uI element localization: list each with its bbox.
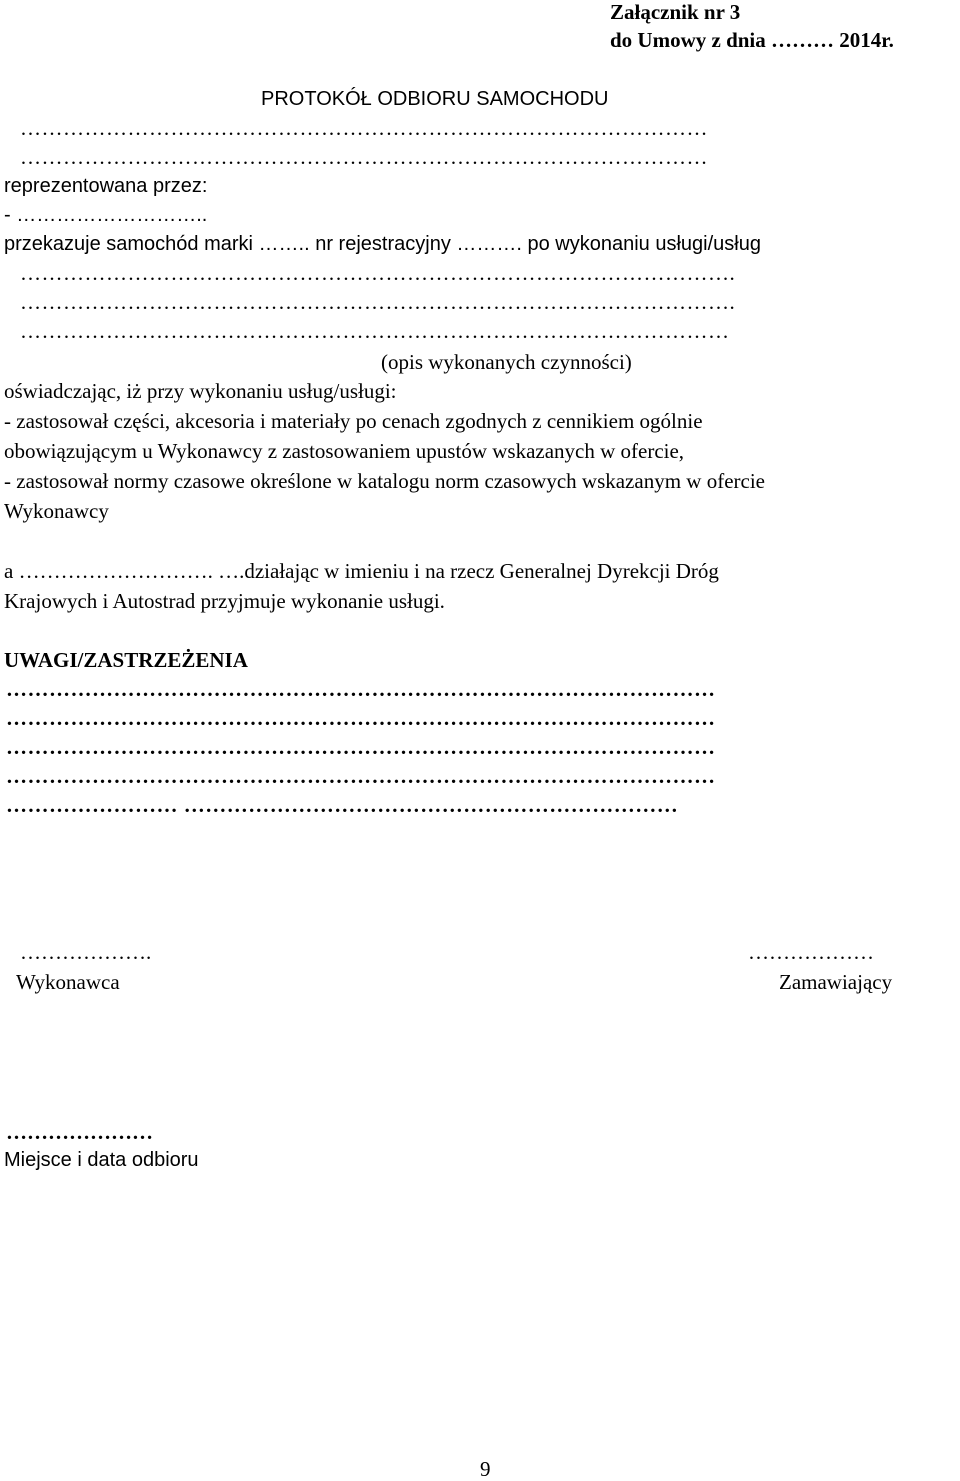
acceptance-line-2: Krajowych i Autostrad przyjmuje wykonanie usługi. <box>4 589 445 613</box>
declaration-item-2-line-2: Wykonawcy <box>4 499 109 523</box>
party-address-line: …………………………………………………………………………………… <box>20 145 708 169</box>
work-caption: (opis wykonanych czynności) <box>381 350 632 374</box>
acceptance-line-1: a ………………………. ….działając w imieniu i na rzecz Generalnej Dyrekcji Dróg <box>4 559 719 583</box>
annex-contract-date: do Umowy z dnia ……… 2014r. <box>610 28 894 52</box>
contractor-label: Wykonawca <box>16 970 120 994</box>
work-line-3: ……………………………………………………………………………………… <box>20 319 730 343</box>
declaration-item-2-line-1: - zastosował normy czasowe określone w katalogu norm czasowych wskazanym w ofercie <box>4 469 765 493</box>
annex-number: Załącznik nr 3 <box>610 0 741 24</box>
remarks-line-5: …………………… …………………………………………………………… <box>6 793 679 817</box>
remarks-heading: UWAGI/ZASTRZEŻENIA <box>4 648 248 672</box>
declaration-item-1-line-2: obowiązującym u Wykonawcy z zastosowaniem upustów wskazanych w ofercie, <box>4 439 685 463</box>
place-date-label: Miejsce i data odbioru <box>4 1149 199 1171</box>
contractor-signature-line: ………………. <box>20 940 152 964</box>
page-number: 9 <box>480 1457 491 1481</box>
work-line-1: ………………………………………………………………………………………. <box>20 261 736 285</box>
declaration-item-1-line-1: - zastosował części, akcesoria i materiały po cenach zgodnych z cennikiem ogólnie <box>4 409 703 433</box>
page-title: PROTOKÓŁ ODBIORU SAMOCHODU <box>261 88 609 110</box>
client-label: Zamawiający <box>779 970 893 994</box>
place-date-line: ………………… <box>6 1120 153 1144</box>
party-name-line: …………………………………………………………………………………… <box>20 116 708 140</box>
client-signature-line: ……………… <box>748 940 874 964</box>
remarks-line-2: ……………………………………………………………………………………… <box>6 706 716 730</box>
representative-line: - ……………………….. <box>4 204 208 226</box>
remarks-line-4: ……………………………………………………………………………………… <box>6 764 716 788</box>
declaration-intro: oświadczając, iż przy wykonaniu usług/usługi: <box>4 379 397 403</box>
remarks-line-3: ……………………………………………………………………………………… <box>6 735 716 759</box>
remarks-line-1: ……………………………………………………………………………………… <box>6 677 716 701</box>
work-line-2: ………………………………………………………………………………………. <box>20 290 736 314</box>
vehicle-transfer-line: przekazuje samochód marki …….. nr rejestracyjny ………. po wykonaniu usługi/usług <box>4 233 761 255</box>
represented-label: reprezentowana przez: <box>4 175 208 197</box>
